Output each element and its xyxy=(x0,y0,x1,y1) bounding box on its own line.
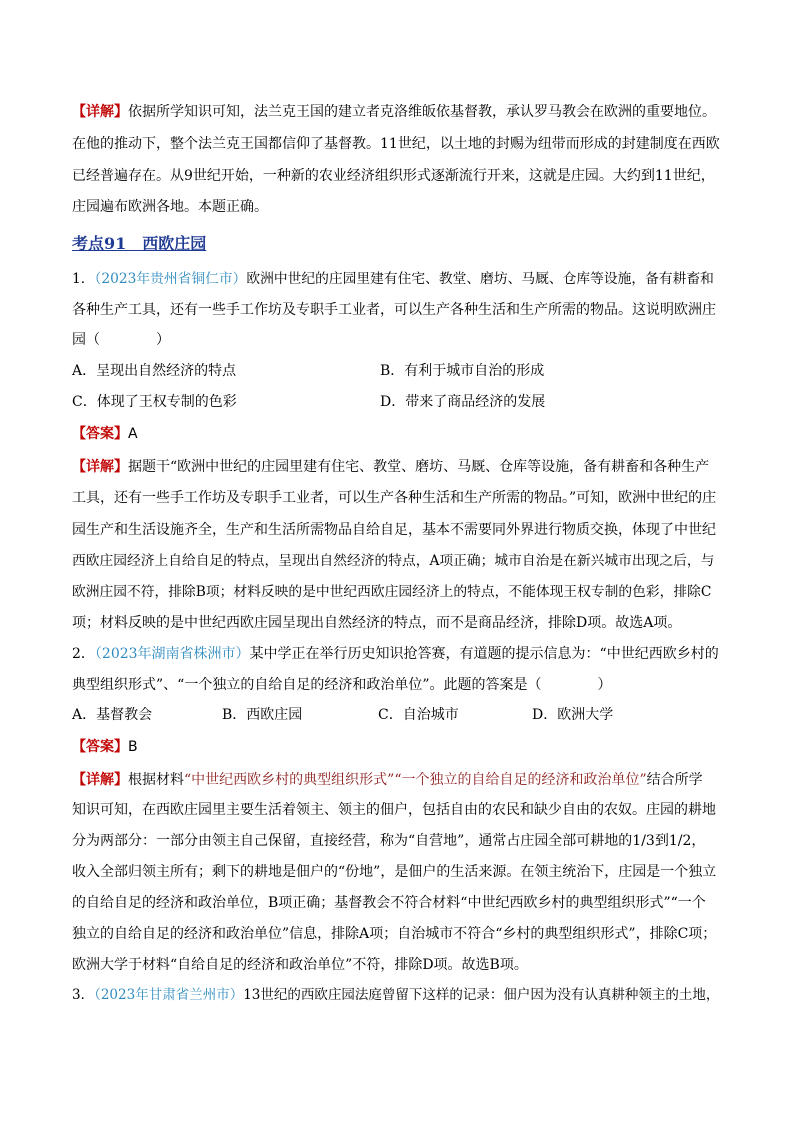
q1-detail-line-1: 【详解】据题干“欧洲中世纪的庄园里建有住宅、教堂、磨坊、马厩、仓库等设施，备有耕畜和各种生产 xyxy=(72,459,710,475)
q1-detail-line-6: 项；材料反映的是中世纪西欧庄园呈现出自然经济的特点，而不是商品经济，排除D项。故选A项。 xyxy=(72,615,682,631)
q2-line-1: 2．（2023年湖南省株洲市）某中学正在举行历史知识抢答赛，有道题的提示信息为：“中世纪西欧乡村的 xyxy=(72,646,719,662)
q2-option-a: A．基督教会 xyxy=(72,707,153,723)
q1-detail-line-3: 园生产和生活设施齐全，生产和生活所需物品自给自足，基本不需要同外界进行物质交换，体现了中世纪 xyxy=(72,522,716,538)
q1-detail-line-4: 西欧庄园经济上自给自足的特点，呈现出自然经济的特点，A项正确；城市自治是在新兴城市出现之后，与 xyxy=(72,553,715,569)
q2-detail-line-5: 的自给自足的经济和政治单位，B项正确；基督教会不符合材料“中世纪西欧乡村的典型组织形式”“一个 xyxy=(72,895,706,911)
q2-answer xyxy=(72,738,138,756)
detail-tag: 【详解】 xyxy=(72,104,128,120)
intro-line-4: 庄园遍布欧洲各地。本题正确。 xyxy=(72,199,268,215)
q1-line-1: 1．（2023年贵州省铜仁市）欧洲中世纪的庄园里建有住宅、教堂、磨坊、马厩、仓库等设施，备有耕畜和 xyxy=(72,271,714,287)
q2-option-b: B．西欧庄园 xyxy=(222,707,303,723)
q2-number: 2． xyxy=(72,646,95,662)
q1-source: （2023年贵州省铜仁市） xyxy=(94,271,247,287)
answer-tag: 【答案】 xyxy=(72,739,128,755)
material-quote: “中世纪西欧乡村的典型组织形式”“一个独立的自给自足的经济和政治单位” xyxy=(184,772,647,788)
q3-line-1: 3．（2023年甘肃省兰州市）13世纪的西欧庄园法庭曾留下这样的记录：佃户因为没有认真耕种领主的土地， xyxy=(72,987,720,1003)
detail-tag: 【详解】 xyxy=(72,459,128,475)
answer-tag: 【答案】 xyxy=(72,426,128,442)
q1-option-a: A．呈现出自然经济的特点 xyxy=(72,363,237,379)
q2-option-c: C．自治城市 xyxy=(378,707,459,723)
q1-option-d: D．带来了商品经济的发展 xyxy=(380,394,546,410)
q1-answer xyxy=(72,425,138,443)
answer-value: B xyxy=(128,739,138,755)
intro-line-1: 【详解】依据所学知识可知，法兰克王国的建立者克洛维皈依基督教，承认罗马教会在欧洲的重要地位。 xyxy=(72,104,716,120)
q1-option-c: C．体现了王权专制的色彩 xyxy=(72,394,237,410)
q2-source: （2023年湖南省株洲市） xyxy=(94,646,250,662)
q2-detail-line-6: 独立的自给自足的经济和政治单位”信息，排除A项；自治城市不符合“乡村的典型组织形式”，排除C项； xyxy=(72,926,717,942)
q2-detail-line-1: 【详解】根据材料“中世纪西欧乡村的典型组织形式”“一个独立的自给自足的经济和政治单位”结合所学 xyxy=(72,772,703,788)
intro-line-2: 在他的推动下，整个法兰克王国都信仰了基督教。11世纪，以土地的封赐为纽带而形成的封建制度在西欧 xyxy=(72,136,720,152)
q1-number: 1． xyxy=(72,271,95,287)
q1-line-3: 园（ ） xyxy=(72,332,170,348)
q2-detail-line-7: 欧洲大学于材料“自给自足的经济和政治单位”不符，排除D项。故选B项。 xyxy=(72,957,528,973)
q2-line-2: 典型组织形式”、“一个独立的自给自足的经济和政治单位”。此题的答案是（ ） xyxy=(72,677,612,693)
q3-source: （2023年甘肃省兰州市） xyxy=(94,987,244,1003)
q1-detail-line-2: 工具，还有一些手工作坊及专职手工业者，可以生产各种生活和生产所需的物品。”可知，欧洲中世纪的庄 xyxy=(72,490,717,506)
q2-detail-line-2: 知识可知，在西欧庄园里主要生活着领主、领主的佃户，包括自由的农民和缺少自由的农奴。庄园的耕地 xyxy=(72,802,716,818)
q1-option-b: B．有利于城市自治的形成 xyxy=(380,363,545,379)
q1-detail-line-5: 欧洲庄园不符，排除B项；材料反映的是中世纪西欧庄园经济上的特点，不能体现王权专制的色彩，排除C xyxy=(72,584,712,600)
q2-option-d: D．欧洲大学 xyxy=(532,707,614,723)
intro-line-3: 已经普遍存在。从9世纪开始，一种新的农业经济组织形式逐渐流行开来，这就是庄园。大约到11世纪， xyxy=(72,168,715,184)
q2-detail-line-4: 收入全部归领主所有；剩下的耕地是佃户的“份地”，是佃户的生活来源。在领主统治下，庄园是一个独立 xyxy=(72,864,717,880)
q1-line-2: 各种生产工具，还有一些手工作坊及专职手工业者，可以生产各种生活和生产所需的物品。这说明欧洲庄 xyxy=(72,302,716,318)
detail-tag: 【详解】 xyxy=(72,772,128,788)
answer-value: A xyxy=(128,426,138,442)
q2-detail-line-3: 分为两部分：一部分由领主自己保留，直接经营，称为“自营地”，通常占庄园全部可耕地的1/3到1/2， xyxy=(72,833,706,849)
q3-number: 3． xyxy=(72,987,95,1003)
section-heading: 考点91 西欧庄园 xyxy=(72,234,207,253)
